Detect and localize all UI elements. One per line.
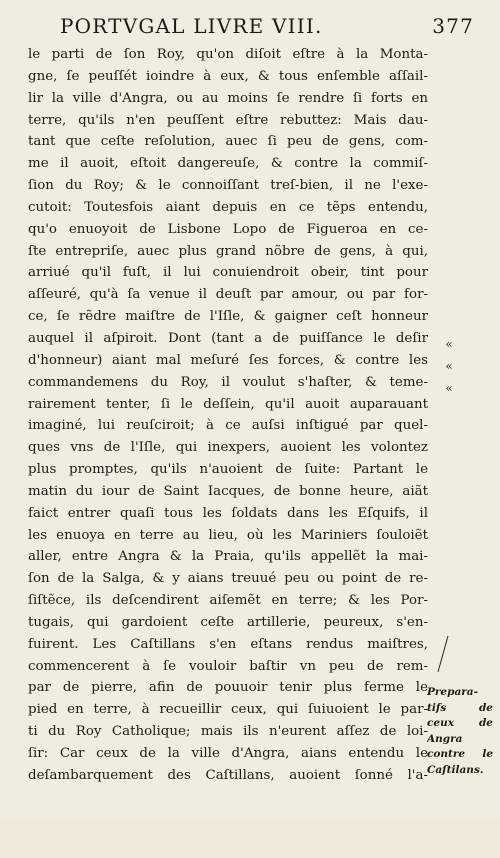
text-line: imaginé, lui reuſciroit; à ce auſsi inſtigué par quel- — [28, 418, 428, 434]
margin-note-line: Angra — [427, 732, 463, 745]
text-line: ſion du Roy; & le connoiſſant treſ-bien, il ne l'exe- — [28, 178, 428, 194]
text-line: plus promptes, qu'ils n'auoient de ſuite: Partant le — [28, 462, 428, 478]
text-line: terre, qu'ils n'en peuſſent eſtre rebuttez: Mais dau- — [28, 112, 428, 128]
margin-note-line: Prepara- — [427, 686, 478, 698]
quotation-mark: « — [445, 380, 453, 395]
quotation-marks — [442, 334, 456, 400]
text-line: tugais, qui gardoient ceſte artillerie, peureux, s'en- — [28, 614, 428, 630]
page-bottom-margin — [0, 820, 500, 858]
body-text — [28, 44, 428, 787]
text-line: ſte entrepriſe, auec plus grand nõbre de gens, à qui, — [28, 243, 428, 259]
text-line: ſon de la Salga, & y aians treuué peu ou point de re- — [28, 571, 428, 587]
margin-note-line: contre le — [427, 748, 493, 760]
margin-note-line: ceux de — [427, 717, 493, 729]
text-line: qu'o enuoyoit de Lisbone Lopo de Figueroa en ce- — [28, 221, 428, 237]
page-number: 377 — [432, 14, 474, 38]
quotation-mark: « — [445, 337, 453, 351]
text-line: par de pierre, afin de pouuoir tenir plus ferme le — [28, 680, 428, 696]
quotation-mark: « — [445, 358, 453, 373]
text-line: cutoit: Toutesfois aiant depuis en ce tẽps entendu, — [28, 199, 428, 215]
text-line: ques vns de l'Iſle, qui inexpers, auoient les volontez — [28, 440, 428, 456]
text-line: commencerent à ſe vouloir baſtir vn peu de rem- — [28, 658, 428, 674]
text-line: ti du Roy Catholique; mais ils n'eurent aſſez de loi- — [28, 724, 428, 740]
text-line: les enuoya en terre au lieu, où les Mariniers ſouloiẽt — [28, 527, 428, 543]
margin-note — [427, 685, 493, 778]
margin-note-line: tifs de — [427, 701, 493, 714]
text-line: d'honneur) aiant mal meſuré ſes forces, & contre les — [28, 352, 428, 368]
margin-bracket-mark — [434, 634, 450, 674]
text-line: auquel il aſpiroit. Dont (tant a de puiſſance le deſir — [28, 330, 428, 346]
text-line: ſiſtẽce, ils deſcendirent aiſemẽt en terre; & les Por- — [28, 593, 428, 609]
text-line: gne, ſe peuſſét ioindre à eux, & tous enſemble aſſail- — [28, 68, 428, 84]
running-head-title: PORTVGAL LIVRE VIII. — [60, 14, 323, 38]
text-line: ce, ſe rẽdre maiſtre de l'Iſle, & gaigner ceſt honneur — [28, 309, 428, 325]
text-line: pied en terre, à recueillir ceux, qui ſuiuoient le par- — [28, 702, 428, 718]
text-line: matin du iour de Saint Iacques, de bonne heure, aiãt — [28, 483, 428, 499]
text-line: le parti de ſon Roy, qu'on diſoit eſtre à la Monta- — [28, 47, 428, 62]
text-line: faict entrer quaſi tous les ſoldats dans les Eſquifs, il — [28, 505, 428, 521]
text-line: aller, entre Angra & la Praia, qu'ils appellẽt la mai- — [28, 549, 428, 565]
text-line: arriué qu'il fuſt, il lui conuiendroit obeir, tint pour — [28, 265, 428, 281]
text-line: aſſeuré, qu'à ſa venue il deuſt par amour, ou par for- — [28, 287, 428, 303]
text-line: ſir: Car ceux de la ville d'Angra, aians entendu le — [28, 746, 428, 761]
text-line: rairement tenter, ſi le deſſein, qu'il auoit auparauant — [28, 396, 428, 412]
running-head — [60, 14, 480, 38]
margin-note-line: Caſtilans. — [427, 763, 484, 776]
text-line: commandemens du Roy, il voulut s'haſter, & teme- — [28, 374, 428, 390]
text-line: tant que ceſte reſolution, auec ſi peu de gens, com- — [28, 134, 428, 150]
text-line: lir la ville d'Angra, ou au moins ſe rendre ſi forts en — [28, 90, 428, 106]
text-line: me il auoit, eſtoit dangereuſe, & contre la commiſ- — [28, 156, 428, 172]
text-line: deſambarquement des Caſtillans, auoient ſonné l'a- — [28, 767, 428, 783]
text-line: fuirent. Les Caſtillans s'en eſtans rendus maiſtres, — [28, 636, 428, 652]
